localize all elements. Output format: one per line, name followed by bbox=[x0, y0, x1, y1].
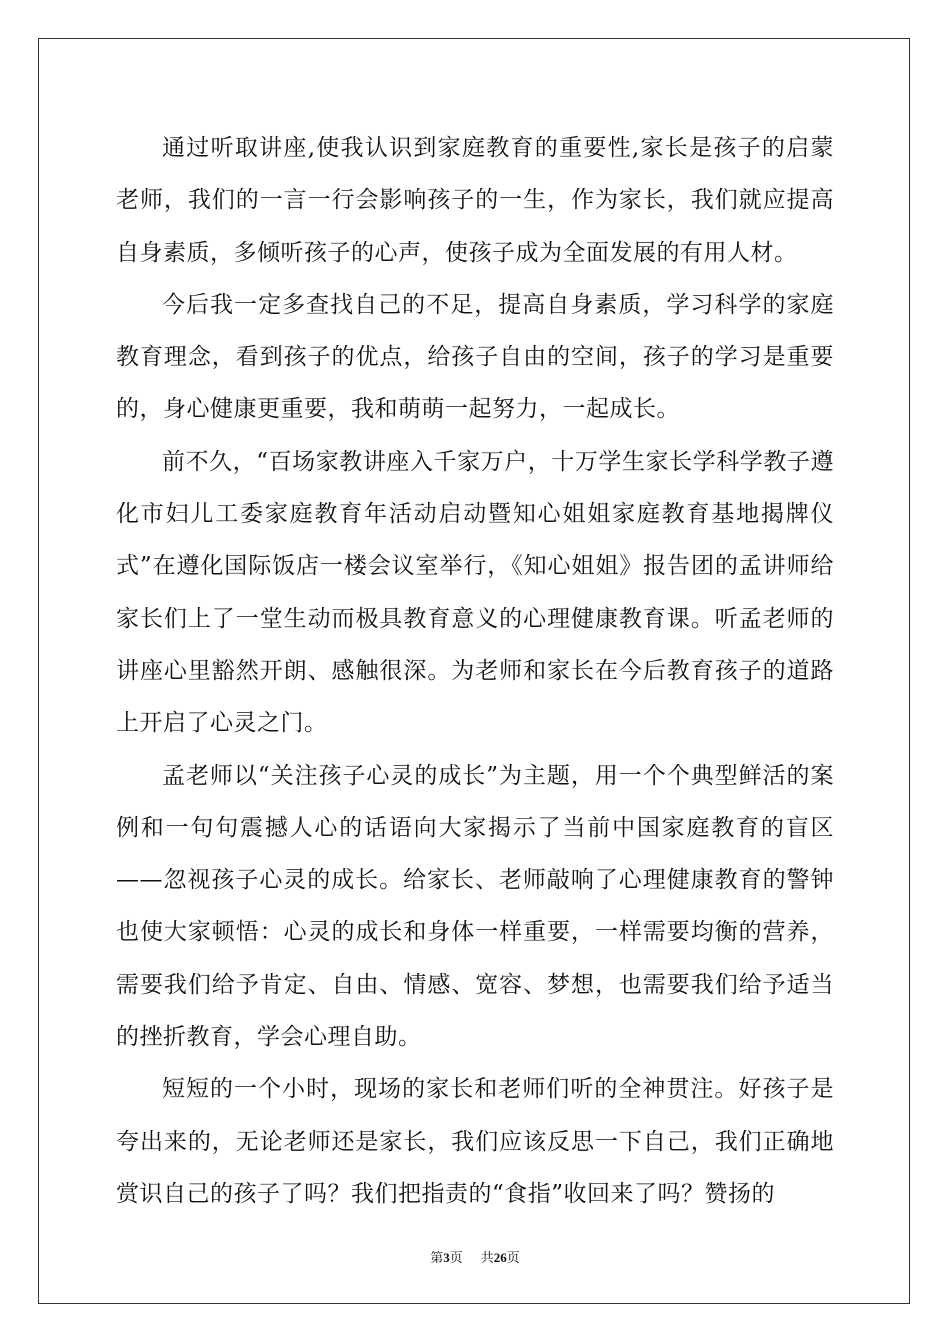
paragraph-1: 通过听取讲座,使我认识到家庭教育的重要性,家长是孩子的启蒙老师，我们的一言一行会影响孩子的一生，作为家长，我们就应提高自身素质，多倾听孩子的心声，使孩子成为全面发展的有用人材。 bbox=[116, 135, 834, 266]
paragraph-2: 今后我一定多查找自己的不足，提高自身素质，学习科学的家庭教育理念，看到孩子的优点，给孩子自由的空间，孩子的学习是重要的，身心健康更重要，我和萌萌一起努力，一起成长。 bbox=[116, 291, 834, 423]
paragraph-5: 短短的一个小时，现场的家长和老师们听的全神贯注。好孩子是夸出来的，无论老师还是家长，我们应该反思一下自己，我们正确地赏识自己的孩子了吗？我们把指责的“食指”收回来了吗？赞扬的 bbox=[116, 1076, 834, 1207]
paragraph-4: 孟老师以“关注孩子心灵的成长”为主题，用一个个典型鲜活的案例和一句句震撼人心的话语向大家揭示了当前中国家庭教育的盲区——忽视孩子心灵的成长。给家长、老师敲响了心理健康教育的警钟也使大家顿悟：心灵的成长和身体一样重要，一样需要均衡的营养，需要我们给予肯定、自由、情感、宽容、梦想，也需要我们给予适当的挫折教育，学会心理自助。 bbox=[116, 762, 834, 1051]
page-number: 3 bbox=[443, 1250, 450, 1265]
page-suffix: 页 bbox=[449, 1251, 463, 1266]
page-prefix: 第 bbox=[430, 1251, 444, 1266]
total-suffix: 页 bbox=[506, 1251, 520, 1266]
total-pages: 26 bbox=[493, 1250, 507, 1265]
page-footer bbox=[0, 1247, 950, 1266]
paragraph-3: 前不久，“百场家教讲座入千家万户，十万学生家长学科学教子遵化市妇儿工委家庭教育年活动启动暨知心姐姐家庭教育基地揭牌仪式”在遵化国际饭店一楼会议室举行，《知心姐姐》报告团的孟讲师给家长们上了一堂生动而极具教育意义的心理健康教育课。听孟老师的讲座心里豁然开朗、感触很深。为老师和家长在今后教育孩子的道路上开启了心灵之门。 bbox=[116, 448, 834, 737]
document-body bbox=[116, 122, 834, 1220]
total-prefix: 共 bbox=[480, 1251, 494, 1266]
